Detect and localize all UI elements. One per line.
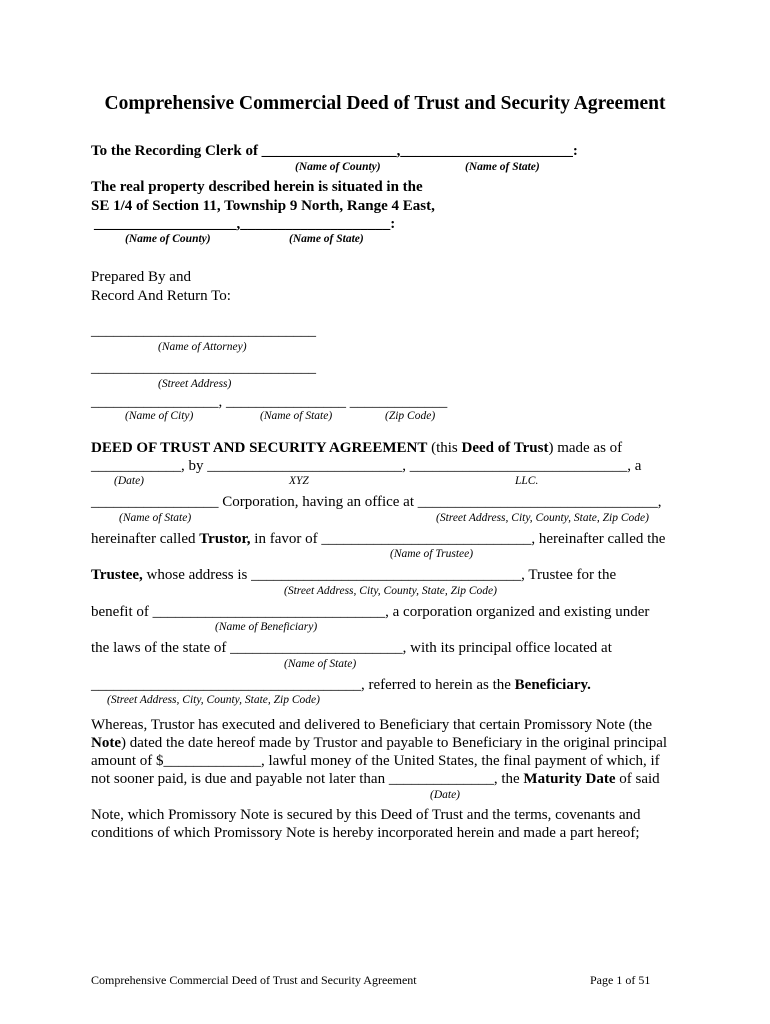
property-line-2: SE 1/4 of Section 11, Township 9 North, Range 4 East, xyxy=(91,198,435,214)
deed-line-6: benefit of _______________________________, a corporation organized and existing under xyxy=(91,604,650,620)
whereas-line-4-text-a: not sooner paid, is due and payable not later than ______________, the xyxy=(91,771,524,787)
deed-of-trust-term: Deed of Trust xyxy=(461,440,549,456)
attorney-blank: ______________________________ xyxy=(91,323,316,339)
trustee-term: Trustee, xyxy=(91,567,143,583)
caption-zip: (Zip Code) xyxy=(385,410,436,422)
caption-date: (Date) xyxy=(114,475,145,487)
deed-line-4-text-a: hereinafter called xyxy=(91,531,200,547)
caption-maturity-date: (Date) xyxy=(430,789,461,801)
whereas-line-3: amount of $_____________, lawful money of the United States, the final payment of which, if xyxy=(91,753,660,769)
note-term: Note xyxy=(91,735,121,751)
recording-clerk-line: To the Recording Clerk of __________________,_______________________: xyxy=(91,143,578,159)
caption-recording-county: (Name of County) xyxy=(295,161,381,173)
caption-beneficiary: (Name of Beneficiary) xyxy=(215,621,318,633)
caption-attorney: (Name of Attorney) xyxy=(158,341,247,353)
caption-recording-state: (Name of State) xyxy=(465,161,540,173)
whereas-line-4-text-b: of said xyxy=(615,771,660,787)
beneficiary-term: Beneficiary. xyxy=(514,677,591,693)
deed-line-8-text: ____________________________________, referred to herein as the xyxy=(91,677,515,693)
deed-line-8 xyxy=(91,676,591,694)
whereas-line-2-text: ) dated the date hereof made by Trustor and payable to Beneficiary in the original principal xyxy=(121,735,668,751)
document-title: Comprehensive Commercial Deed of Trust and Security Agreement xyxy=(104,93,666,114)
deed-line-4 xyxy=(91,530,665,548)
caption-city: (Name of City) xyxy=(125,410,194,422)
caption-trustee: (Name of Trustee) xyxy=(390,548,474,560)
property-line-3: ___________________,____________________: xyxy=(94,216,396,232)
deed-line-1-text-a: (this xyxy=(427,440,462,456)
page-number: Page 1 of 51 xyxy=(590,973,651,987)
caption-trustee-address: (Street Address, City, County, State, Zip Code) xyxy=(284,585,497,597)
whereas-line-6: conditions of which Promissory Note is hereby incorporated herein and made a part hereof; xyxy=(91,825,640,841)
whereas-line-1: Whereas, Trustor has executed and delivered to Beneficiary that certain Promissory Note (the xyxy=(91,717,653,733)
whereas-line-4 xyxy=(91,770,660,788)
caption-llc: LLC. xyxy=(515,475,539,487)
caption-state-of-law: (Name of State) xyxy=(284,658,357,670)
maturity-date-term: Maturity Date xyxy=(523,771,616,787)
caption-xyz: XYZ xyxy=(289,475,309,487)
property-line-1: The real property described herein is situated in the xyxy=(91,179,423,195)
whereas-line-5: Note, which Promissory Note is secured by this Deed of Trust and the terms, covenants and xyxy=(91,807,641,823)
footer-title: Comprehensive Commercial Deed of Trust and Security Agreement xyxy=(91,973,417,987)
deed-line-1-text-b: ) made as of xyxy=(548,440,623,456)
caption-principal-office-address: (Street Address, City, County, State, Zip Code) xyxy=(107,694,320,706)
prepared-by-line-1: Prepared By and xyxy=(91,269,191,285)
caption-state-of-incorporation: (Name of State) xyxy=(119,512,192,524)
deed-line-4-text-b: in favor of ____________________________, hereinafter called the xyxy=(250,531,666,547)
deed-line-5-text: whose address is ____________________________________, Trustee for the xyxy=(142,567,617,583)
street-address-blank: ______________________________ xyxy=(91,360,316,376)
caption-office-address: (Street Address, City, County, State, Zip Code) xyxy=(436,512,649,524)
deed-line-5 xyxy=(91,566,616,584)
prepared-by-line-2: Record And Return To: xyxy=(91,288,231,304)
caption-state: (Name of State) xyxy=(260,410,333,422)
caption-street-address: (Street Address) xyxy=(158,378,232,390)
trustor-term: Trustor, xyxy=(199,531,251,547)
city-state-zip-blank: _________________, ________________ _____________ xyxy=(91,394,448,410)
caption-property-state: (Name of State) xyxy=(289,233,364,245)
deed-line-1 xyxy=(91,439,622,457)
whereas-line-2 xyxy=(91,734,667,752)
deed-line-3: _________________ Corporation, having an office at ________________________________, xyxy=(91,494,662,510)
deed-heading: DEED OF TRUST AND SECURITY AGREEMENT xyxy=(91,440,428,456)
caption-property-county: (Name of County) xyxy=(125,233,211,245)
deed-line-7: the laws of the state of _______________________, with its principal office located at xyxy=(91,640,612,656)
deed-line-2: ____________, by __________________________, _____________________________, a xyxy=(91,458,642,474)
